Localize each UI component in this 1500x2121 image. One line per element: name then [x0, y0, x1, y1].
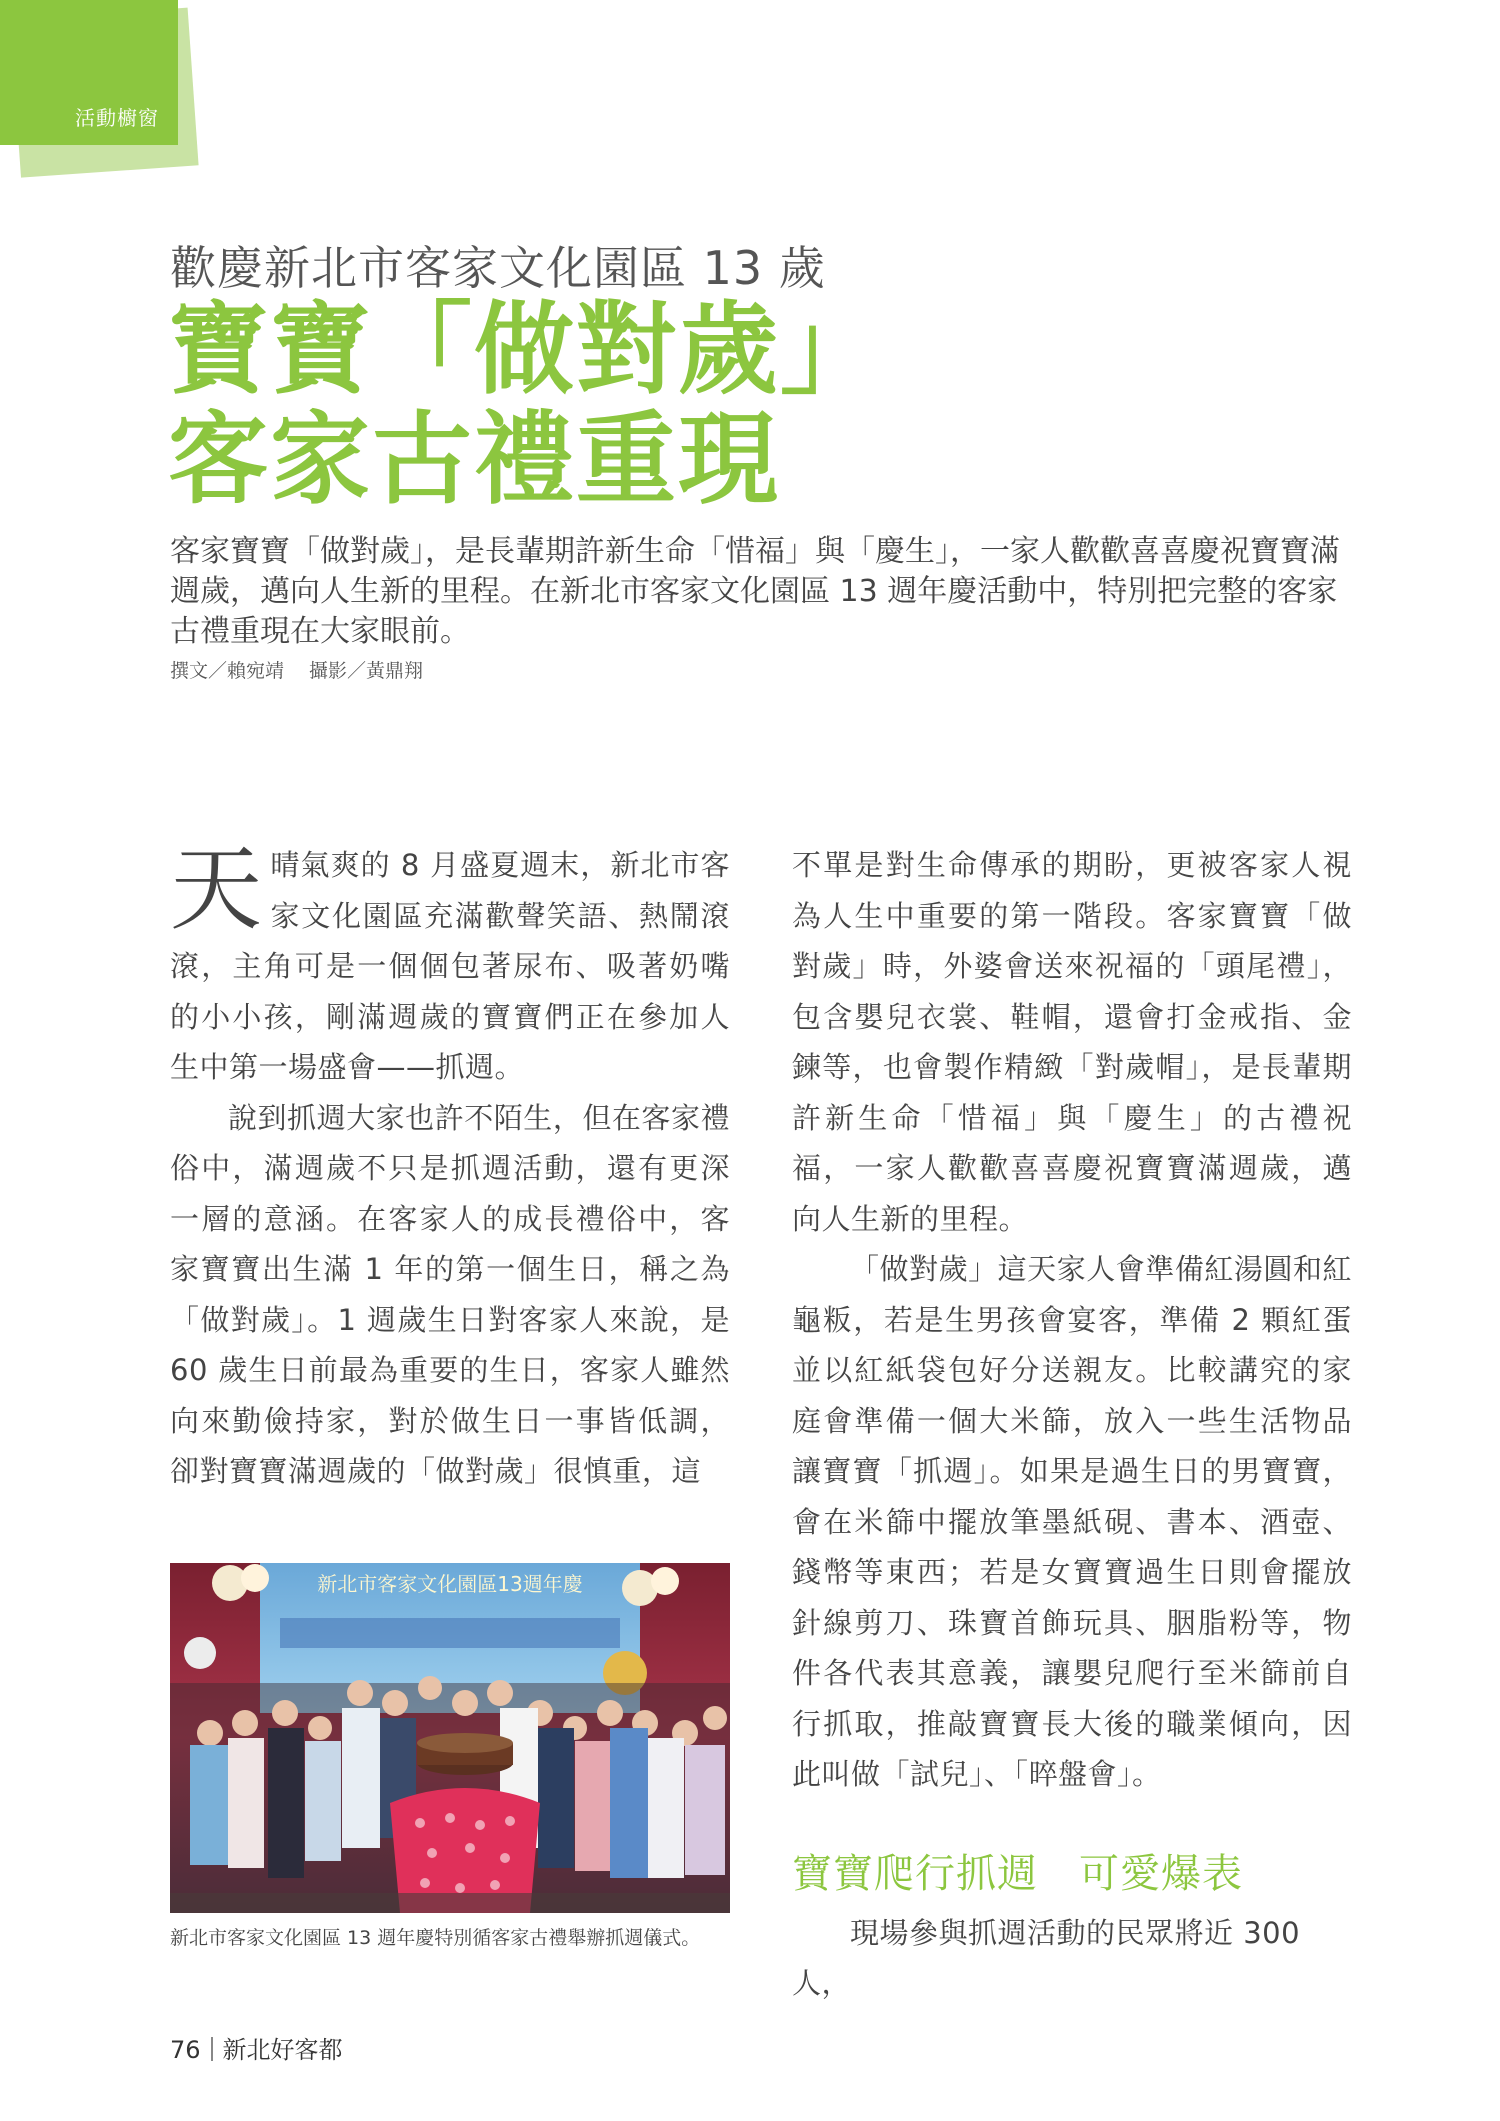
- section-subheading: 寶寶爬行抓週 可愛爆表: [792, 1851, 1243, 1897]
- body-column-right: [792, 840, 1352, 1800]
- body-paragraph: 說到抓週大家也許不陌生，但在客家禮俗中，滿週歲不只是抓週活動，還有更深一層的意涵。在客家人的成長禮俗中，客家寶寶出生滿 1 年的第一個生日，稱之為「做對歲」。1 週歲生日對客家人來說，是 60 歲生日前最為重要的生日，客家人雖然向來勤儉持家，對於做生日一事皆低調，卻對寶寶滿週歲的「做對歲」很慎重，這: [170, 1100, 730, 1488]
- body-paragraph: 不單是對生命傳承的期盼，更被客家人視為人生中重要的第一階段。客家寶寶「做對歲」時，外婆會送來祝福的「頭尾禮」，包含嬰兒衣裳、鞋帽，還會打金戒指、金鍊等，也會製作精緻「對歲帽」，是長輩期許新生命「惜福」與「慶生」的古禮祝福，一家人歡歡喜喜慶祝寶寶滿週歲，邁向人生新的里程。: [792, 848, 1352, 1236]
- drop-cap: 天: [170, 836, 263, 943]
- page-number: 76: [170, 2036, 201, 2064]
- footer-divider: [211, 2037, 213, 2061]
- photo-caption: 新北市客家文化園區 13 週年慶特別循客家古禮舉辦抓週儀式。: [170, 1927, 701, 1949]
- article-supertitle: 歡慶新北市客家文化園區 13 歲: [170, 241, 826, 295]
- article-intro: 客家寶寶「做對歲」，是長輩期許新生命「惜福」與「慶生」，一家人歡歡喜喜慶祝寶寶滿週歲，邁向人生新的里程。在新北市客家文化園區 13 週年慶活動中，特別把完整的客家古禮重現在大家眼前。: [170, 534, 1340, 649]
- headline-line-1: 寶寶「做對歲」: [168, 291, 882, 408]
- article-byline: 撰文／賴宛靖 攝影／黃鼎翔: [170, 660, 424, 682]
- body-paragraph: 「做對歲」這天家人會準備紅湯圓和紅龜粄，若是生男孩會宴客，準備 2 顆紅蛋並以紅紙袋包好分送親友。比較講究的家庭會準備一個大米篩，放入一些生活物品讓寶寶「抓週」。如果是過生日的男寶寶，會在米篩中擺放筆墨紙硯、書本、酒壺、錢幣等東西；若是女寶寶過生日則會擺放針線剪刀、珠寶首飾玩具、胭脂粉等，物件各代表其意義，讓嬰兒爬行至米篩前自行抓取，推敲寶寶長大後的職業傾向，因此叫做「試兒」、「晬盤會」。: [792, 1252, 1352, 1791]
- magazine-name: 新北好客都: [222, 2036, 343, 2064]
- photo-banner-text: 新北市客家文化園區13週年慶: [317, 1572, 583, 1596]
- section-tab: [0, 0, 178, 145]
- section-tab-label: 活動櫥窗: [75, 106, 159, 130]
- event-photo: [170, 1563, 730, 1913]
- body-column-left: [170, 836, 730, 1497]
- body-paragraph: 現場參與抓週活動的民眾將近 300 人，: [792, 1916, 1301, 2000]
- body-paragraph: [170, 836, 730, 1093]
- page-footer: [170, 2030, 343, 2065]
- paragraph-text: 晴氣爽的 8 月盛夏週末，新北市客家文化園區充滿歡聲笑語、熱鬧滾滾，主角可是一個個包著尿布、吸著奶嘴的小小孩，剛滿週歲的寶寶們正在參加人生中第一場盛會——抓週。: [170, 848, 730, 1084]
- headline-line-2: 客家古禮重現: [168, 401, 780, 518]
